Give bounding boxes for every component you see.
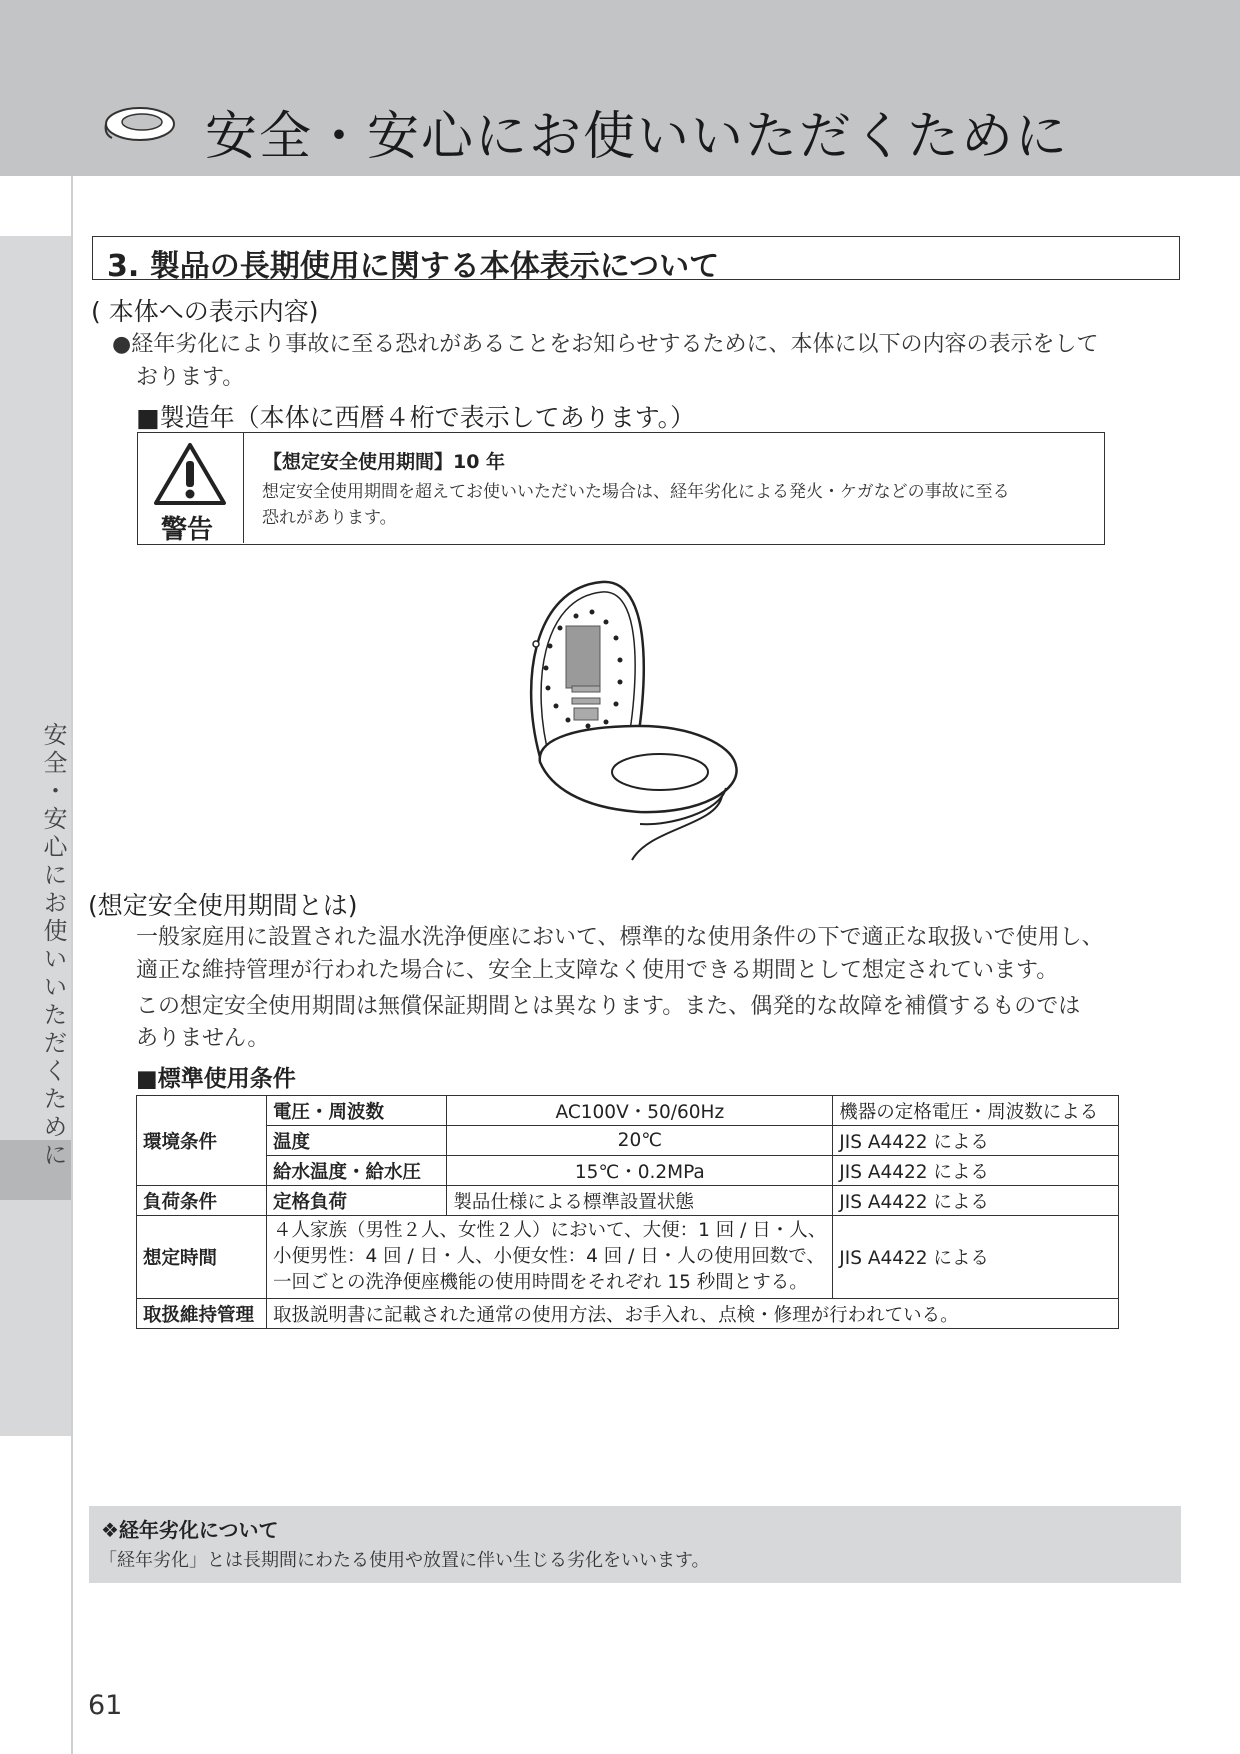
table-row (137, 1096, 1119, 1126)
warning-desc-line-1: 想定安全使用期間を超えてお使いいただいた場合は、経年劣化による発火・ケガなどの事故に至る (262, 482, 1010, 502)
water-value: 15℃・0.2MPa (447, 1156, 833, 1186)
table-row (137, 1216, 1119, 1299)
side-tab-label: 安全・安心にお使いいただくために (39, 722, 67, 1170)
env-label: 環境条件 (137, 1096, 267, 1186)
warning-description (262, 479, 1010, 531)
warning-label: 警告 (161, 515, 214, 545)
voltage-value: AC100V・50/60Hz (447, 1096, 833, 1126)
time-value (267, 1216, 833, 1299)
period-p2-line-2: ありません。 (136, 1026, 270, 1051)
table-row (137, 1299, 1119, 1329)
aging-note-box (89, 1506, 1181, 1583)
water-item: 給水温度・給水圧 (267, 1156, 447, 1186)
table-row (137, 1126, 1119, 1156)
year-heading: ■製造年（本体に西暦４桁で表示してあります。） (136, 403, 696, 432)
section-title: 3. 製品の長期使用に関する本体表示について (107, 249, 720, 284)
toilet-seat-illustration (520, 576, 750, 865)
temp-value: 20℃ (447, 1126, 833, 1156)
voltage-item: 電圧・周波数 (267, 1096, 447, 1126)
voltage-basis: 機器の定格電圧・周波数による (833, 1096, 1119, 1126)
load-basis: JIS A4422 による (833, 1186, 1119, 1216)
warning-box (137, 432, 1105, 545)
period-p2-line-1: この想定安全使用期間は無償保証期間とは異なります。また、偶発的な故障を補償するものでは (136, 994, 1081, 1019)
time-label: 想定時間 (137, 1216, 267, 1299)
period-p1-line-2: 適正な維持管理が行われた場合に、安全上支障なく使用できる期間として想定されています。 (136, 958, 1059, 983)
load-item: 定格負荷 (267, 1186, 447, 1216)
time-value-line-2: 小便男性：4 回 / 日・人、小便女性：4 回 / 日・人の使用回数で、 (273, 1246, 825, 1267)
margin-line (71, 176, 73, 1754)
temp-basis: JIS A4422 による (833, 1126, 1119, 1156)
warning-icon-cell (138, 433, 244, 543)
period-heading: (想定安全使用期間とは) (88, 891, 358, 920)
note-title: ❖経年劣化について (101, 1518, 279, 1542)
load-value: 製品仕様による標準設置状態 (447, 1186, 833, 1216)
time-value-line-1: ４人家族（男性２人、女性２人）において、大便：1 回 / 日・人、 (273, 1220, 827, 1241)
table-row (137, 1156, 1119, 1186)
water-basis: JIS A4422 による (833, 1156, 1119, 1186)
maint-label: 取扱維持管理 (137, 1299, 267, 1329)
page-title: 安全・安心にお使いいただくために (205, 107, 1070, 167)
time-basis: JIS A4422 による (833, 1216, 1119, 1299)
intro-line-1: ●経年劣化により事故に至る恐れがあることをお知らせするために、本体に以下の内容の表示をして (112, 332, 1099, 357)
toilet-seat-icon (102, 100, 180, 150)
display-heading: ( 本体への表示内容) (91, 297, 319, 326)
page-number: 61 (88, 1690, 123, 1721)
temp-item: 温度 (267, 1126, 447, 1156)
conditions-heading: ■標準使用条件 (136, 1066, 296, 1092)
page-header (0, 0, 1240, 176)
warning-desc-line-2: 恐れがあります。 (262, 508, 397, 528)
intro-line-2: おります。 (136, 365, 245, 390)
warning-triangle-icon (152, 441, 228, 511)
time-value-line-3: 一回ごとの洗浄便座機能の使用時間をそれぞれ 15 秒間とする。 (273, 1272, 808, 1293)
period-p1-line-1: 一般家庭用に設置された温水洗浄便座において、標準的な使用条件の下で適正な取扱いで使用し、 (136, 925, 1104, 950)
warning-title: 【想定安全使用期間】10 年 (263, 451, 506, 473)
section-title-box (92, 236, 1180, 284)
maint-value: 取扱説明書に記載された通常の使用方法、お手入れ、点検・修理が行われている。 (267, 1299, 1119, 1329)
standard-conditions-table (136, 1095, 1119, 1329)
note-text: 「経年劣化」とは長期間にわたる使用や放置に伴い生じる劣化をいいます。 (99, 1550, 710, 1571)
load-label: 負荷条件 (137, 1186, 267, 1216)
table-row (137, 1186, 1119, 1216)
